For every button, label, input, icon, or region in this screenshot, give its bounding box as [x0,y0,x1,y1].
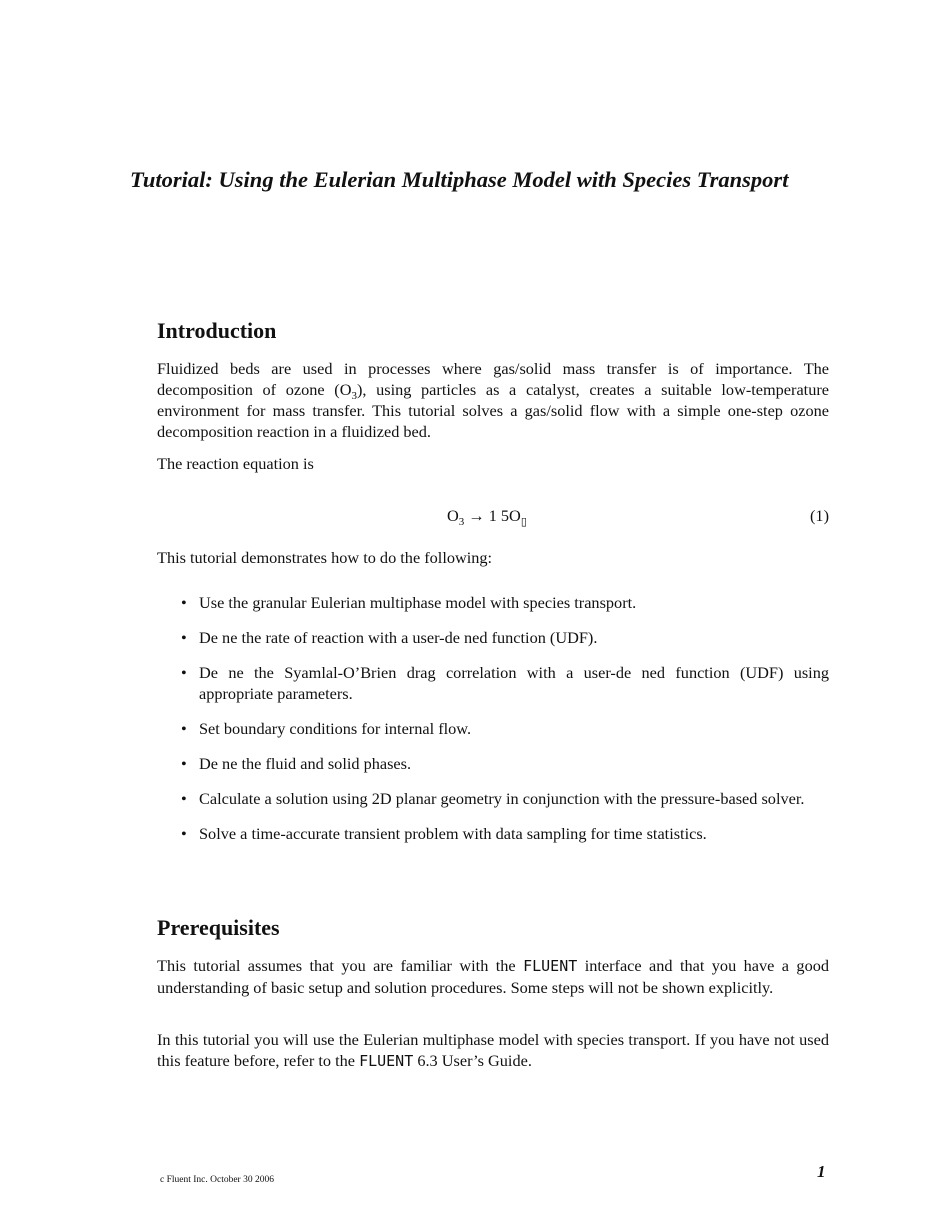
bullet-icon: • [181,628,187,647]
bullet-icon: • [181,593,187,612]
intro-paragraph-1 [157,358,829,442]
reaction-equation [157,506,829,528]
equation-body [447,506,527,526]
prereq-p1-text-b: interface and that you have a good understanding of basic setup and solution procedures. Some steps will not be shown explicitly. [157,956,829,997]
list-item-text: Calculate a solution using 2D planar geometry in conjunction with the pressure-based solver. [199,789,805,808]
page-number: 1 [817,1162,826,1181]
equation-rhs: 1 5O [488,506,521,525]
section-heading-introduction: Introduction [157,318,277,343]
equation-lhs: O [447,506,459,525]
list-item [181,627,829,648]
section-heading-prerequisites: Prerequisites [157,915,280,940]
list-item-text: De ne the fluid and solid phases. [199,754,412,773]
bullet-icon: • [181,719,187,738]
equation-rhs-subscript: ▯ [520,516,527,528]
prereq-paragraph-1 [157,955,829,998]
prereq-paragraph-2 [157,1029,829,1072]
prereq-p2-text-a: In this tutorial you will use the Eulerian multiphase model with species transport. If you have not used this feature before, refer to the [157,1030,829,1070]
bullet-icon: • [181,663,187,682]
list-item-text: Use the granular Eulerian multiphase model with species transport. [199,593,637,612]
list-item-text: Set boundary conditions for internal flow. [199,719,472,738]
prereq-p1-product-name: FLUENT [523,957,578,975]
list-item [181,718,829,739]
prereq-p1-text-a: This tutorial assumes that you are familiar with the [157,956,516,975]
list-item [181,788,829,809]
bullet-icon: • [181,754,187,773]
intro-p1-text-b: ), using particles as a catalyst, creates a suitable low-temperature environment for mass transfer. This tutorial solves a gas/solid flow with a simple one-step ozone decomposition reaction in a fluidized bed. [157,380,829,441]
list-item [181,662,829,704]
intro-p1-subscript: 3 [351,390,357,402]
equation-lhs-subscript: 3 [458,516,465,528]
list-item [181,592,829,613]
objectives-list [181,592,829,858]
intro-p1-text-a: Fluidized beds are used in processes where gas/solid mass transfer is of importance. The decomposition of ozone (O [157,359,829,399]
list-item [181,753,829,774]
list-item-text: Solve a time-accurate transient problem with data sampling for time statistics. [199,824,707,843]
prereq-p2-text-b: 6.3 User’s Guide. [417,1051,532,1070]
intro-paragraph-3: This tutorial demonstrates how to do the following: [157,548,493,567]
intro-paragraph-2: The reaction equation is [157,454,314,473]
equation-arrow: → [468,506,485,525]
list-item [181,823,829,844]
bullet-icon: • [181,824,187,843]
footer-copyright: c Fluent Inc. October 30 2006 [160,1175,274,1185]
prereq-p2-product-name: FLUENT [359,1052,414,1070]
bullet-icon: • [181,789,187,808]
document-title: Tutorial: Using the Eulerian Multiphase Model with Species Transport [130,167,789,192]
list-item-text: De ne the rate of reaction with a user-de ned function (UDF). [199,628,598,647]
list-item-text: De ne the Syamlal-O’Brien drag correlation with a user-de ned function (UDF) using appropriate parameters. [199,663,829,703]
equation-number: (1) [810,506,829,525]
